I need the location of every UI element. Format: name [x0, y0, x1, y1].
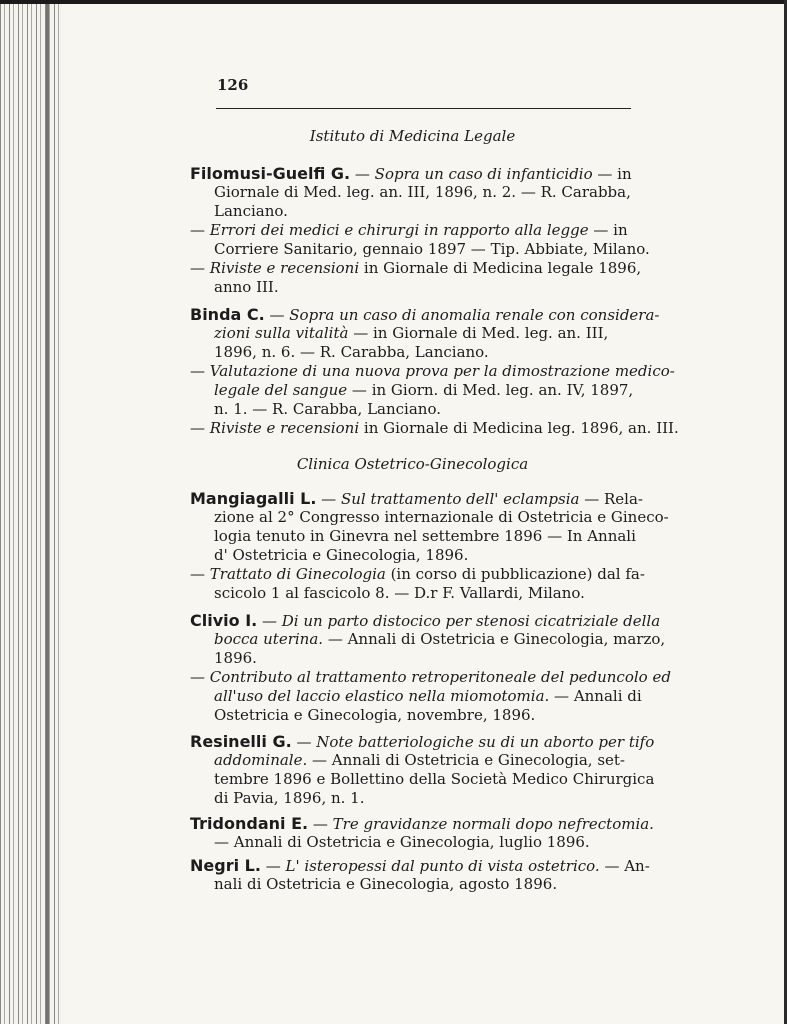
entry-text: Lanciano.	[214, 202, 288, 220]
page-number: 126	[217, 76, 249, 94]
author-name: Tridondani E.	[190, 814, 309, 833]
bibliography-entry	[190, 305, 679, 438]
entry-text: —	[269, 306, 290, 324]
entry-line	[190, 649, 635, 668]
entry-text: — Annali di Ostetricia e Ginecologia, marzo,	[323, 630, 666, 648]
work-title: zioni sulla vitalità	[214, 324, 349, 342]
entry-text: Ostetricia e Ginecologia, novembre, 1896.	[214, 706, 536, 724]
entry-line	[190, 202, 635, 221]
entry-line	[190, 400, 635, 419]
section-title: Istituto di Medicina Legale	[309, 127, 516, 145]
entry-text: di Pavia, 1896, n. 1.	[214, 789, 365, 807]
entry-text: —	[321, 490, 341, 508]
entry-line	[190, 508, 669, 527]
entry-text: —	[190, 419, 210, 437]
entry-line	[190, 770, 655, 789]
binding-shadow	[46, 0, 49, 1024]
work-title: Tre gravidanze normali dopo nefrectomia.	[332, 815, 654, 833]
entry-line	[190, 240, 650, 259]
work-title: Valutazione di una nuova prova per la dimostrazione medico-	[209, 362, 675, 380]
entry-line	[190, 183, 635, 202]
work-title: addominale.	[214, 751, 308, 769]
entry-line	[190, 164, 635, 183]
entry-line	[190, 362, 675, 381]
entry-text: — Annali di Ostetricia e Ginecologia, luglio 1896.	[214, 833, 590, 851]
entry-text: —	[262, 612, 282, 630]
entry-line	[190, 833, 635, 852]
work-title: all'uso del laccio elastico nella miomotomia.	[214, 687, 550, 705]
bibliography-entry	[190, 164, 650, 297]
entry-text: —	[190, 362, 210, 380]
bibliography-entry	[190, 489, 669, 603]
entry-line	[190, 221, 635, 240]
entry-text: 1896, n. 6. — R. Carabba, Lanciano.	[214, 343, 489, 361]
entry-text: — Rela-	[579, 490, 643, 508]
entry-text: — in Giornale di Med. leg. an. III,	[348, 324, 609, 342]
author-name: Filomusi-Guelfi G.	[190, 164, 351, 183]
entry-text: — in	[592, 165, 632, 183]
entry-text: logia tenuto in Ginevra nel settembre 1896 — In Annali	[214, 527, 636, 545]
work-title: Sopra un caso di infanticidio	[374, 165, 593, 183]
entry-text: nali di Ostetricia e Ginecologia, agosto 1896.	[214, 875, 558, 893]
entry-text: scicolo 1 al fascicolo 8. — D.r F. Vallardi, Milano.	[214, 584, 585, 602]
entry-line	[190, 668, 671, 687]
entry-line	[190, 489, 643, 508]
author-name: Mangiagalli L.	[190, 489, 317, 508]
entry-text: —	[190, 668, 210, 686]
entry-line	[190, 381, 635, 400]
entry-line	[190, 419, 679, 438]
work-title: Note batteriologiche su di un aborto per tifo	[316, 733, 655, 751]
work-title: L' isteropessi dal punto di vista ostetrico.	[285, 857, 600, 875]
entry-line	[190, 706, 635, 725]
entry-text: —	[190, 221, 210, 239]
work-title: Errori dei medici e chirurgi in rapporto alla legge	[209, 221, 589, 239]
bibliography-entry	[190, 611, 671, 725]
work-title: Sopra un caso di anomalia renale con considera-	[289, 306, 660, 324]
work-title: bocca uterina.	[214, 630, 324, 648]
entry-text: —	[190, 565, 210, 583]
section-title: Clinica Ostetrico-Ginecologica	[296, 455, 529, 473]
author-name: Negri L.	[190, 856, 261, 875]
work-title: Riviste e recensioni	[209, 259, 360, 277]
work-title: Trattato di Ginecologia	[209, 565, 386, 583]
entry-text: — Annali di Ostetricia e Ginecologia, set-	[307, 751, 625, 769]
entry-text: —	[265, 857, 286, 875]
entry-text: zione al 2° Congresso internazionale di Ostetricia e Gineco-	[214, 508, 669, 526]
entry-line	[190, 751, 635, 770]
bibliography-entry	[190, 732, 655, 808]
author-name: Binda C.	[190, 305, 265, 324]
entry-text: — An-	[599, 857, 650, 875]
header-rule	[216, 108, 631, 109]
entry-text: — in Giorn. di Med. leg. an. IV, 1897,	[347, 381, 634, 399]
entry-text: Corriere Sanitario, gennaio 1897 — Tip. Abbiate, Milano.	[214, 240, 650, 258]
entry-line	[190, 565, 645, 584]
author-name: Resinelli G.	[190, 732, 292, 751]
work-title: legale del sangue	[214, 381, 348, 399]
entry-line	[190, 789, 635, 808]
work-title: Riviste e recensioni	[209, 419, 360, 437]
entry-text: —	[312, 815, 333, 833]
entry-line	[190, 875, 635, 894]
entry-line	[190, 814, 654, 833]
entry-line	[190, 611, 661, 630]
book-binding-edge	[0, 0, 62, 1024]
entry-line	[190, 324, 635, 343]
work-title: Di un parto distocico per stenosi cicatriziale della	[281, 612, 661, 630]
entry-text: d' Ostetricia e Ginecologia, 1896.	[214, 546, 469, 564]
entry-text: tembre 1896 e Bollettino della Società Medico Chirurgica	[214, 770, 655, 788]
entry-text: —	[354, 165, 375, 183]
bibliography-entry	[190, 814, 654, 852]
entry-line	[190, 259, 642, 278]
entry-line	[190, 546, 635, 565]
entry-line	[190, 305, 660, 324]
entry-text: n. 1. — R. Carabba, Lanciano.	[214, 400, 441, 418]
entry-line	[190, 687, 642, 706]
work-title: Sul trattamento dell' eclampsia	[340, 490, 580, 508]
entry-line	[190, 278, 635, 297]
entry-text: — Annali di	[549, 687, 642, 705]
author-name: Clivio I.	[190, 611, 258, 630]
entry-line	[190, 584, 635, 603]
entry-line	[190, 630, 666, 649]
entry-line	[190, 856, 650, 875]
entry-text: anno III.	[214, 278, 279, 296]
entry-line	[190, 527, 635, 546]
bibliography-entry	[190, 856, 650, 894]
entry-text: in Giornale di Medicina legale 1896,	[359, 259, 642, 277]
entry-line	[190, 732, 655, 751]
entry-text: Giornale di Med. leg. an. III, 1896, n. 2. — R. Carabba,	[214, 183, 631, 201]
work-title: Contributo al trattamento retroperitoneale del peduncolo ed	[209, 668, 671, 686]
entry-text: —	[296, 733, 317, 751]
entry-text: — in	[588, 221, 628, 239]
entry-text: 1896.	[214, 649, 257, 667]
entry-text: in Giornale di Medicina leg. 1896, an. III.	[359, 419, 679, 437]
entry-text: —	[190, 259, 210, 277]
entry-line	[190, 343, 635, 362]
top-border	[0, 0, 787, 4]
entry-text: (in corso di pubblicazione) dal fa-	[385, 565, 645, 583]
